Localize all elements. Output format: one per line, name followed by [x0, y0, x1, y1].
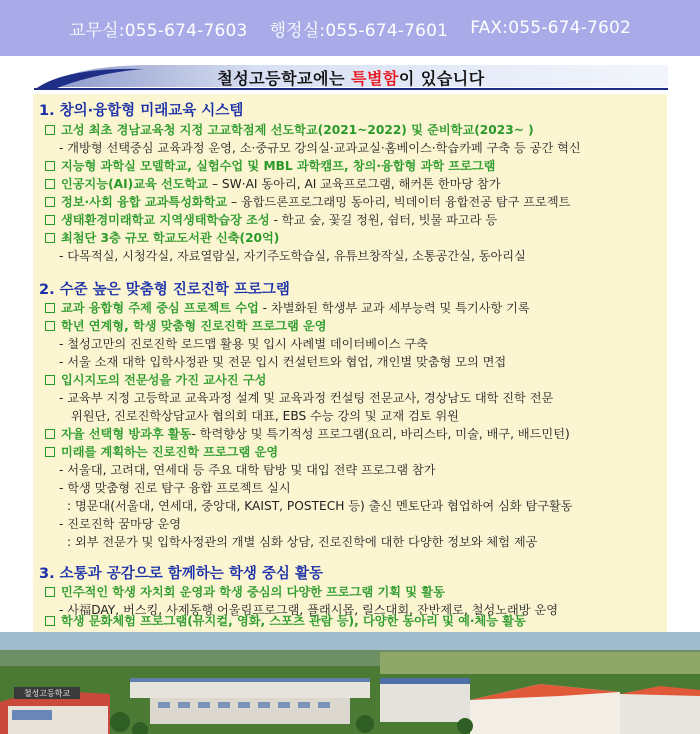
checkbox-square-icon — [45, 447, 55, 457]
s2-bullet-5: 미래를 계획하는 진로진학 프로그램 운영 — [45, 443, 278, 461]
checkbox-square-icon — [45, 125, 55, 135]
checkbox-square-icon — [45, 303, 55, 313]
s1-bullet-4: 정보·사회 융합 교과특성화학교 – 융합드론프로그래밍 동아리, 빅데이터 융합전공 탐구 프로젝트 — [45, 193, 570, 211]
section-3-title: 3. 소통과 공감으로 함께하는 학생 중심 활동 — [39, 566, 324, 582]
checkbox-square-icon — [45, 161, 55, 171]
s2-bullet-2-detail-2: - 서울 소재 대학 입학사정관 및 전문 입시 컨설턴트와 협업, 개인별 맞춤형 모의 면접 — [59, 355, 507, 369]
office-phone: 교무실:055-674-7603 — [68, 20, 248, 41]
s1-bullet-5: 생태환경미래학교 지역생태학습장 조성 - 학교 숲, 꽃길 정원, 쉼터, 빗물 파고라 등 — [45, 211, 497, 229]
s2-bullet-5-detail-1: - 서울대, 고려대, 연세대 등 주요 대학 탐방 및 대입 전략 프로그램 참가 — [59, 463, 436, 477]
s2-bullet-1: 교과 융합형 주제 중심 프로젝트 수업 - 차별화된 학생부 교과 세부능력 및 특기사항 기록 — [45, 299, 530, 317]
section-2-title: 2. 수준 높은 맞춤형 진로진학 프로그램 — [39, 282, 290, 298]
banner-title: 철성고등학교에는 특별함이 있습니다 — [217, 69, 485, 88]
campus-illustration — [0, 632, 700, 734]
s1-bullet-2: 지능형 과학실 모델학교, 실험수업 및 MBL 과학캠프, 창의·융합형 과학 프로그램 — [45, 157, 495, 175]
s3-bullet-1-detail: - 사福DAY, 버스킹, 사제동행 어울림프로그램, 플래시몹, 릴스대회, 잔반제로, 철성노래방 운영 — [59, 603, 558, 617]
admin-phone: 행정실:055-674-7601 — [269, 20, 449, 41]
checkbox-square-icon — [45, 321, 55, 331]
school-sign-text: 철성고등학교 — [23, 689, 71, 698]
contact-bar — [0, 0, 700, 56]
s2-bullet-4: 자율 선택형 방과후 활동- 학력향상 및 특기적성 프로그램(요리, 바리스타, 미술, 배구, 배드민턴) — [45, 425, 570, 443]
s1-bullet-1: 고성 최초 경남교육청 지정 고교학점제 선도학교(2021~2022) 및 준비학교(2023~ ) — [45, 121, 534, 139]
checkbox-square-icon — [45, 179, 55, 189]
checkbox-square-icon — [45, 616, 55, 626]
s1-bullet-3: 인공지능(AI)교육 선도학교 – SW·AI 동아리, AI 교육프로그램, 해커톤 한마당 참가 — [45, 175, 501, 193]
s1-bullet-1-detail: - 개방형 선택중심 교육과정 운영, 소·중규모 강의실·교과교실·홈베이스·학습카페 구축 등 공간 혁신 — [59, 141, 581, 155]
content-panel — [33, 94, 667, 632]
section-1-title: 1. 창의·융합형 미래교육 시스템 — [39, 103, 244, 119]
s2-bullet-5-detail-5: : 외부 전문가 및 입학사정관의 개별 심화 상담, 진로진학에 대한 다양한 정보와 체험 제공 — [67, 535, 538, 549]
s2-bullet-3: 입시지도의 전문성을 가진 교사진 구성 — [45, 371, 266, 389]
s2-bullet-3-detail-2: 위원단, 진로진학상담교사 협의회 대표, EBS 수능 강의 및 교재 검토 위원 — [71, 409, 459, 423]
s2-bullet-3-detail-1: - 교육부 지정 고등학교 교육과정 설계 및 교육과정 컨설팅 전문교사, 경상남도 대학 진학 전문 — [59, 391, 554, 405]
fax-number: FAX:055-674-7602 — [470, 18, 632, 38]
s3-bullet-2: 학생 문화체험 프로그램(뮤지컬, 영화, 스포츠 관람 등), 다양한 동아리 및 예·체능 활동 — [45, 612, 526, 630]
checkbox-square-icon — [45, 587, 55, 597]
checkbox-square-icon — [45, 233, 55, 243]
checkbox-square-icon — [45, 215, 55, 225]
s2-bullet-5-detail-3: : 명문대(서울대, 연세대, 중앙대, KAIST, POSTECH 등) 출신 멘토단과 협업하여 심화 탐구활동 — [67, 499, 573, 513]
s1-bullet-6: 최첨단 3층 규모 학교도서관 신축(20억) — [45, 229, 279, 247]
intro-banner — [34, 61, 668, 91]
checkbox-square-icon — [45, 375, 55, 385]
s2-bullet-5-detail-2: - 학생 맞춤형 진로 탐구 융합 프로젝트 실시 — [59, 481, 291, 495]
s2-bullet-2-detail-1: - 철성고만의 진로진학 로드맵 활용 및 입시 사례별 데이터베이스 구축 — [59, 337, 428, 351]
checkbox-square-icon — [45, 197, 55, 207]
s2-bullet-2: 학년 연계형, 학생 맞춤형 진로진학 프로그램 운영 — [45, 317, 327, 335]
s3-bullet-1: 민주적인 학생 자치회 운영과 학생 중심의 다양한 프로그램 기획 및 활동 — [45, 583, 445, 601]
checkbox-square-icon — [45, 429, 55, 439]
s1-bullet-6-detail: - 다목적실, 시청각실, 자료열람실, 자기주도학습실, 유튜브창작실, 소통공간실, 동아리실 — [59, 249, 526, 263]
banner-highlight: 특별함 — [350, 69, 399, 88]
s2-bullet-5-detail-4: - 진로진학 꿈마당 운영 — [59, 517, 181, 531]
campus-aerial-photo — [0, 632, 700, 734]
